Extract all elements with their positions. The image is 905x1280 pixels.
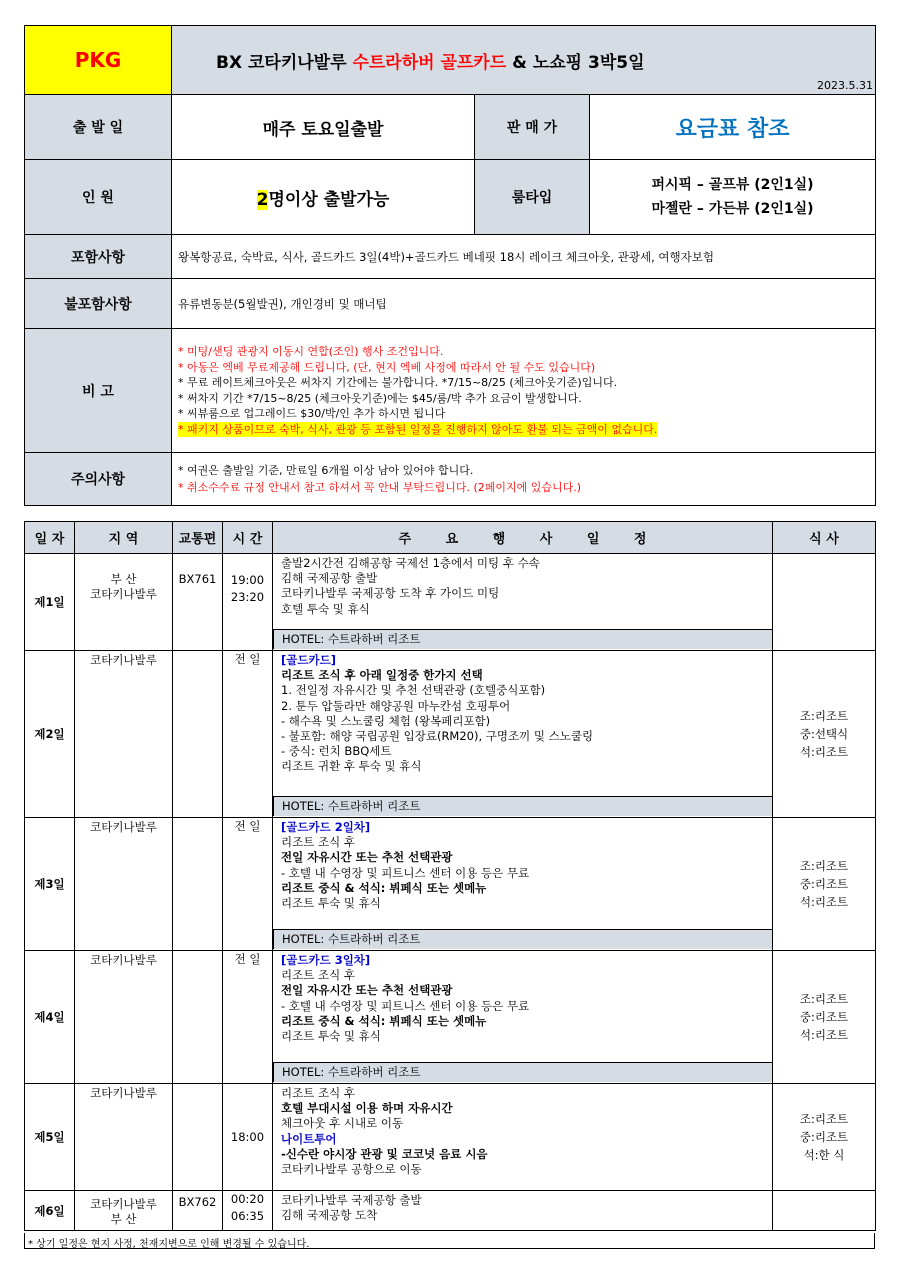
caution-line2: * 취소수수료 규정 안내서 참고 하셔서 꼭 안내 부탁드립니다. (2페이지에 있습니다.) — [178, 481, 582, 494]
region-cell — [75, 951, 173, 1084]
region-line: 코타키나발루 — [90, 953, 157, 967]
header-day: 일 자 — [25, 522, 75, 554]
time-line: 18:00 — [230, 1129, 265, 1144]
pkg-badge: PKG — [25, 26, 172, 95]
activity-line: 리조트 투숙 및 휴식 — [281, 1029, 381, 1044]
meals-cell — [773, 818, 876, 951]
meal-line: 중:리조트 — [799, 1130, 849, 1144]
day-label: 제3일 — [25, 818, 75, 951]
activity-cell — [273, 951, 773, 1084]
flight-cell: BX761 — [173, 554, 223, 651]
meals-cell — [773, 1084, 876, 1191]
activity-line: 출발2시간전 김해공항 국제선 1층에서 미팅 후 수속 — [281, 556, 540, 570]
meal-line: 중:리조트 — [799, 877, 849, 891]
region-line: 코타키나발루 — [90, 1196, 157, 1211]
activity-cell — [273, 818, 773, 951]
region-line: 코타키나발루 — [90, 587, 157, 601]
day-tag: [골드카드 2일차] — [281, 820, 371, 834]
people-rest: 명이상 출발가능 — [268, 189, 390, 210]
time-line: 19:00 — [230, 573, 265, 587]
meal-line: 석:리조트 — [799, 895, 849, 909]
title-highlight: 수트라하버 골프카드 — [352, 52, 507, 73]
caution-line1: * 여권은 출발일 기준, 만료일 6개월 이상 남아 있어야 합니다. — [178, 464, 474, 477]
activity-line: 코타키나발루 국제공항 도착 후 가이드 미팅 — [281, 586, 500, 601]
people-label: 인 원 — [25, 160, 172, 235]
meal-line: 조:리조트 — [799, 1112, 849, 1126]
roomtype-label: 룸타입 — [475, 160, 590, 235]
header-transport: 교통편 — [173, 522, 223, 554]
activity-line: 리조트 투숙 및 휴식 — [281, 896, 381, 911]
activity-line-bold: -신수란 야시장 관광 및 코코넛 음료 시음 — [281, 1146, 488, 1161]
region-cell — [75, 818, 173, 951]
activity-cell — [273, 1084, 773, 1191]
table-row — [25, 651, 876, 818]
remark-line: * 미팅/샌딩 관광지 이동시 연합(조인) 행사 조건입니다. — [178, 345, 444, 358]
activity-line: 호텔 투숙 및 휴식 — [281, 601, 370, 616]
activity-line: 리조트 조식 후 — [281, 968, 355, 983]
table-row — [25, 1191, 876, 1231]
activity-line: 2. 툰두 압둘라만 해양공원 마누칸섬 호핑투어 — [281, 698, 511, 713]
activity-cell — [273, 651, 773, 818]
table-row — [25, 1084, 876, 1191]
meal-line: 석:한 식 — [803, 1148, 845, 1162]
activity-line: 리조트 귀환 후 투숙 및 휴식 — [281, 759, 422, 774]
remark-line: * 아동은 엑베 무료제공해 드립니다, (단, 현지 엑베 사정에 따라서 안 될 수도 있습니다) — [178, 360, 596, 374]
time-line: 전 일 — [234, 819, 261, 833]
day-label: 제4일 — [25, 951, 75, 1084]
day-tag: 나이트투어 — [281, 1131, 337, 1146]
itinerary-table — [24, 521, 876, 1231]
remarks-list — [172, 329, 876, 453]
activity-cell — [273, 554, 773, 651]
remark-line: * 써차지 기간 *7/15~8/25 (체크아웃기준)에는 $45/룸/박 추가 요금이 발생합니다. — [178, 391, 582, 405]
activity-line: - 중식: 런치 BBQ세트 — [281, 744, 392, 759]
activity-line: 리조트 조식 후 — [281, 1086, 355, 1100]
caution-text — [172, 453, 876, 506]
meals-cell — [773, 951, 876, 1084]
day-tag: [골드카드 3일차] — [281, 953, 371, 967]
departure-label: 출 발 일 — [25, 95, 172, 160]
activity-line: 1. 전일정 자유시간 및 추천 선택관광 (호텔중식포함) — [281, 683, 546, 698]
meals-cell — [773, 1191, 876, 1231]
time-cell — [223, 651, 273, 818]
meal-line: 중:리조트 — [799, 1010, 849, 1024]
included-value: 왕복항공료, 숙박료, 식사, 골드카드 3일(4박)+골드카드 베네핏 18시 레이크 체크아웃, 관광세, 여행자보험 — [172, 235, 876, 279]
time-line: 23:20 — [230, 590, 265, 604]
roomtype-line1: 퍼시픽 – 골프뷰 (2인1실) — [651, 177, 814, 193]
activity-line-bold: 리조트 중식 & 석식: 뷔페식 또는 셋메뉴 — [281, 1013, 487, 1028]
departure-value: 매주 토요일출발 — [172, 95, 475, 160]
footnote: * 상기 일정은 현지 사정, 천재지변으로 인해 변경될 수 있습니다. — [28, 1239, 310, 1250]
people-number: 2 — [256, 189, 269, 210]
time-cell — [223, 818, 273, 951]
meal-line: 조:리조트 — [799, 709, 849, 723]
region-cell — [75, 651, 173, 818]
roomtype-line2: 마젤란 – 가든뷰 (2인1실) — [651, 201, 814, 217]
flight-cell — [173, 951, 223, 1084]
region-line: 부 산 — [110, 572, 137, 586]
time-cell — [223, 1084, 273, 1191]
meals-cell — [773, 554, 876, 651]
time-cell — [223, 1191, 273, 1231]
activity-line-bold: 리조트 중식 & 석식: 뷔페식 또는 셋메뉴 — [281, 880, 487, 895]
hotel-line: HOTEL: 수트라하버 리조트 — [273, 929, 772, 949]
day-label: 제1일 — [25, 554, 75, 651]
day-label: 제5일 — [25, 1084, 75, 1191]
meal-line: 석:리조트 — [799, 1028, 849, 1042]
table-row — [25, 951, 876, 1084]
time-line: 전 일 — [234, 652, 261, 666]
activity-line-bold: 전일 자유시간 또는 추천 선택관광 — [281, 850, 453, 865]
activity-line: 리조트 조식 후 — [281, 835, 355, 850]
header-time: 시 간 — [223, 522, 273, 554]
region-cell — [75, 554, 173, 651]
activity-line: - 호텔 내 수영장 및 피트니스 센터 이용 등은 무료 — [281, 865, 530, 880]
activity-line: - 불포함: 해양 국립공원 입장료(RM20), 구명조끼 및 스노쿨링 — [281, 729, 594, 744]
time-cell — [223, 554, 273, 651]
flight-cell: BX762 — [173, 1191, 223, 1231]
document-date: 2023.5.31 — [817, 79, 874, 92]
time-cell — [223, 951, 273, 1084]
region-cell — [75, 1191, 173, 1231]
activity-line-bold: 리조트 조식 후 아래 일정중 한가지 선택 — [281, 668, 483, 683]
activity-line: 코타키나발루 공항으로 이동 — [281, 1162, 422, 1177]
flight-cell — [173, 1084, 223, 1191]
header-schedule: 주 요 행 사 일 정 — [273, 522, 773, 554]
hotel-line: HOTEL: 수트라하버 리조트 — [273, 796, 772, 816]
meals-cell — [773, 651, 876, 818]
table-row — [25, 818, 876, 951]
flight-cell — [173, 651, 223, 818]
meal-line: 중:선택식 — [799, 727, 849, 741]
meal-line: 조:리조트 — [799, 992, 849, 1006]
day-label: 제6일 — [25, 1191, 75, 1231]
time-line: 00:20 — [230, 1192, 265, 1206]
hotel-line: HOTEL: 수트라하버 리조트 — [273, 1062, 772, 1082]
price-label: 판 매 가 — [475, 95, 590, 160]
activity-line: 김해 국제공항 도착 — [281, 1208, 378, 1223]
caution-label: 주의사항 — [25, 453, 172, 506]
region-line: 부 산 — [110, 1211, 137, 1226]
region-line: 코타키나발루 — [90, 820, 157, 834]
title-part1: BX 코타키나발루 — [216, 52, 353, 73]
package-info-table — [24, 25, 876, 506]
activity-line-bold: 전일 자유시간 또는 추천 선택관광 — [281, 983, 453, 998]
time-line: 06:35 — [230, 1209, 265, 1223]
remark-line-highlight: * 패키지 상품이므로 숙박, 식사, 관광 등 포함된 일정을 진행하지 않아도 환불 되는 금액이 없습니다. — [178, 422, 658, 436]
package-title — [172, 26, 876, 95]
remark-line: * 무료 레이트체크아웃은 써차지 기간에는 불가합니다. *7/15~8/25 (체크아웃기준)입니다. — [178, 376, 618, 389]
people-value — [172, 160, 475, 235]
activity-line: - 해수욕 및 스노쿨링 체험 (왕복페리포함) — [281, 713, 491, 728]
activity-line: 김해 국제공항 출발 — [281, 571, 378, 586]
day-label: 제2일 — [25, 651, 75, 818]
activity-line: 코타키나발루 국제공항 출발 — [281, 1193, 422, 1207]
region-line: 코타키나발루 — [90, 1086, 157, 1100]
price-value: 요금표 참조 — [590, 95, 876, 160]
included-label: 포함사항 — [25, 235, 172, 279]
activity-cell — [273, 1191, 773, 1231]
flight-cell — [173, 818, 223, 951]
region-line: 코타키나발루 — [90, 653, 157, 667]
time-line: 전 일 — [234, 952, 261, 966]
title-part2: & 노쇼핑 3박5일 — [506, 52, 645, 73]
excluded-label: 불포함사항 — [25, 279, 172, 329]
header-region: 지 역 — [75, 522, 173, 554]
region-cell — [75, 1084, 173, 1191]
table-row — [25, 554, 876, 651]
remark-line: * 씨뷰룸으로 업그레이드 $30/박/인 추가 하시면 됩니다 — [178, 407, 446, 420]
activity-line: - 호텔 내 수영장 및 피트니스 센터 이용 등은 무료 — [281, 998, 530, 1013]
activity-line: 체크아웃 후 시내로 이동 — [281, 1116, 404, 1131]
meal-line: 석:리조트 — [799, 745, 849, 759]
activity-line-bold: 호텔 부대시설 이용 하며 자유시간 — [281, 1101, 453, 1116]
day-tag: [골드카드] — [281, 653, 336, 667]
roomtype-value — [590, 160, 876, 235]
remarks-label: 비 고 — [25, 329, 172, 453]
meal-line: 조:리조트 — [799, 859, 849, 873]
header-meals: 식 사 — [773, 522, 876, 554]
excluded-value: 유류변동분(5월발권), 개인경비 및 매너팁 — [172, 279, 876, 329]
hotel-line: HOTEL: 수트라하버 리조트 — [273, 629, 772, 649]
